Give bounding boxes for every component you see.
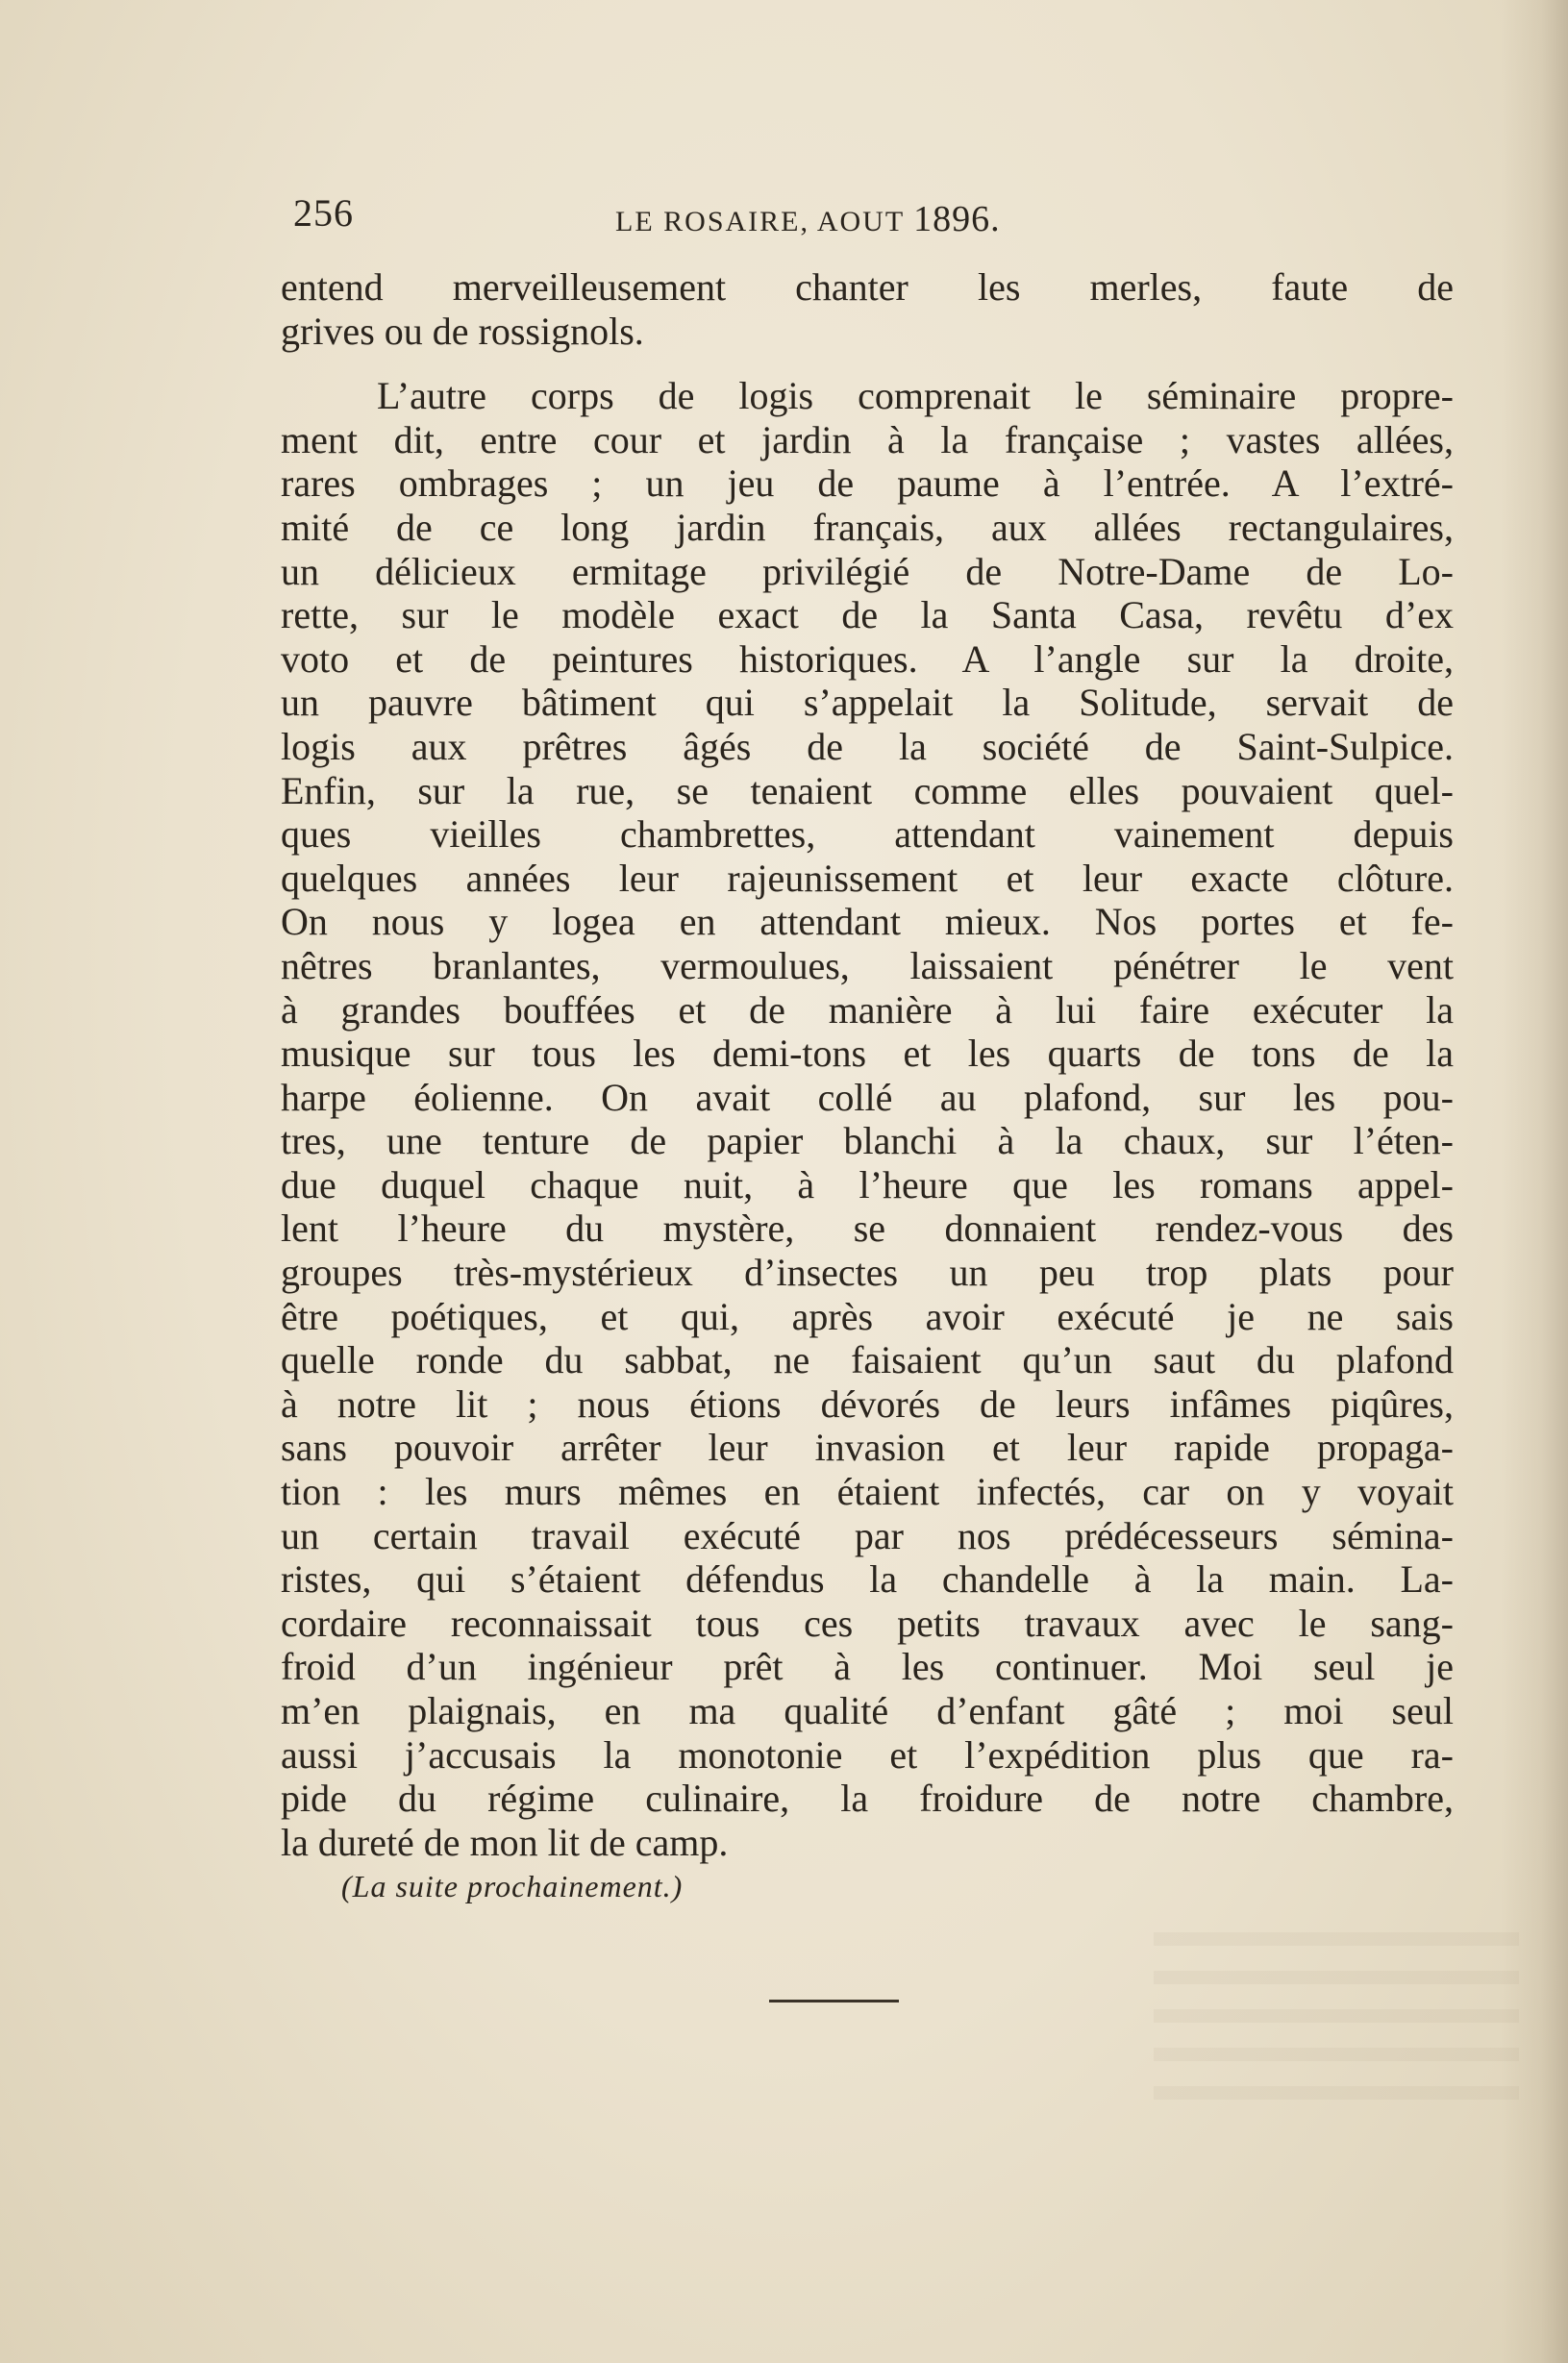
- running-title-text: LE ROSAIRE, AOUT: [615, 206, 914, 237]
- text-line: Enfin, sur la rue, se tenaient comme elles pouvaient quel-: [281, 768, 1454, 812]
- text-line: entend merveilleusement chanter les merles, faute de: [281, 265, 1454, 309]
- text-line: un certain travail exécuté par nos prédécesseurs sémina-: [281, 1513, 1454, 1557]
- text-line: à grandes bouffées et de manière à lui faire exécuter la: [281, 987, 1454, 1032]
- text-line: mité de ce long jardin français, aux allées rectangulaires,: [281, 505, 1454, 549]
- running-title: [615, 198, 1001, 240]
- text-line: voto et de peintures historiques. A l’angle sur la droite,: [281, 636, 1454, 681]
- text-line: grives ou de rossignols.: [281, 309, 644, 353]
- text-line: être poétiques, et qui, après avoir exécuté je ne sais: [281, 1294, 1454, 1338]
- text-line: m’en plaignais, en ma qualité d’enfant gâté ; moi seul: [281, 1689, 1454, 1732]
- text-line: nêtres branlantes, vermoulues, laissaient pénétrer le vent: [281, 943, 1454, 987]
- text-line: un pauvre bâtiment qui s’appelait la Solitude, servait de: [281, 681, 1454, 725]
- text-line: musique sur tous les demi-tons et les quarts de tons de la: [281, 1032, 1454, 1076]
- text-line: On nous y logea en attendant mieux. Nos portes et fe-: [281, 900, 1454, 944]
- text-line: quelle ronde du sabbat, ne faisaient qu’un saut du plafond: [281, 1338, 1454, 1382]
- text-line: cordaire reconnaissait tous ces petits travaux avec le sang-: [281, 1601, 1454, 1645]
- text-line: tres, une tenture de papier blanchi à la chaux, sur l’éten-: [281, 1119, 1454, 1163]
- text-line: sans pouvoir arrêter leur invasion et leur rapide propaga-: [281, 1426, 1454, 1470]
- text-line: quelques années leur rajeunissement et leur exacte clôture.: [281, 856, 1454, 900]
- text-line: harpe éolienne. On avait collé au plafond, sur les pou-: [281, 1075, 1454, 1119]
- text-line: la dureté de mon lit de camp.: [281, 1820, 729, 1864]
- text-line: pide du régime culinaire, la froidure de notre chambre,: [281, 1777, 1454, 1821]
- page-header: [293, 190, 1428, 248]
- text-line: à notre lit ; nous étions dévorés de leurs infâmes piqûres,: [281, 1381, 1454, 1426]
- text-line: due duquel chaque nuit, à l’heure que les romans appel-: [281, 1162, 1454, 1206]
- body-text: [281, 265, 1454, 1864]
- text-line: froid d’un ingénieur prêt à les continuer. Moi seul je: [281, 1645, 1454, 1689]
- text-line: tion : les murs mêmes en étaient infectés, car on y voyait: [281, 1470, 1454, 1514]
- text-line: aussi j’accusais la monotonie et l’expédition plus que ra-: [281, 1732, 1454, 1777]
- show-through-texture: [1154, 1932, 1519, 2125]
- text-line: rette, sur le modèle exact de la Santa Casa, revêtu d’ex: [281, 593, 1454, 637]
- section-rule: [769, 2000, 899, 2002]
- text-line: ristes, qui s’étaient défendus la chandelle à la main. La-: [281, 1557, 1454, 1602]
- continuation-note: (La suite prochainement.): [341, 1869, 684, 1903]
- page-number: 256: [293, 191, 354, 235]
- text-line: ment dit, entre cour et jardin à la française ; vastes allées,: [281, 417, 1454, 461]
- text-line: logis aux prêtres âgés de la société de Saint-Sulpice.: [281, 724, 1454, 768]
- running-title-year: 1896.: [913, 199, 1001, 239]
- text-line: rares ombrages ; un jeu de paume à l’entrée. A l’extré-: [281, 461, 1454, 506]
- paragraph-start-line: L’autre corps de logis comprenait le séminaire propre-: [377, 374, 1454, 418]
- text-line: un délicieux ermitage privilégié de Notre-Dame de Lo-: [281, 549, 1454, 593]
- text-line: lent l’heure du mystère, se donnaient rendez-vous des: [281, 1206, 1454, 1251]
- text-line: ques vieilles chambrettes, attendant vainement depuis: [281, 812, 1454, 857]
- text-line: groupes très-mystérieux d’insectes un peu trop plats pour: [281, 1251, 1454, 1295]
